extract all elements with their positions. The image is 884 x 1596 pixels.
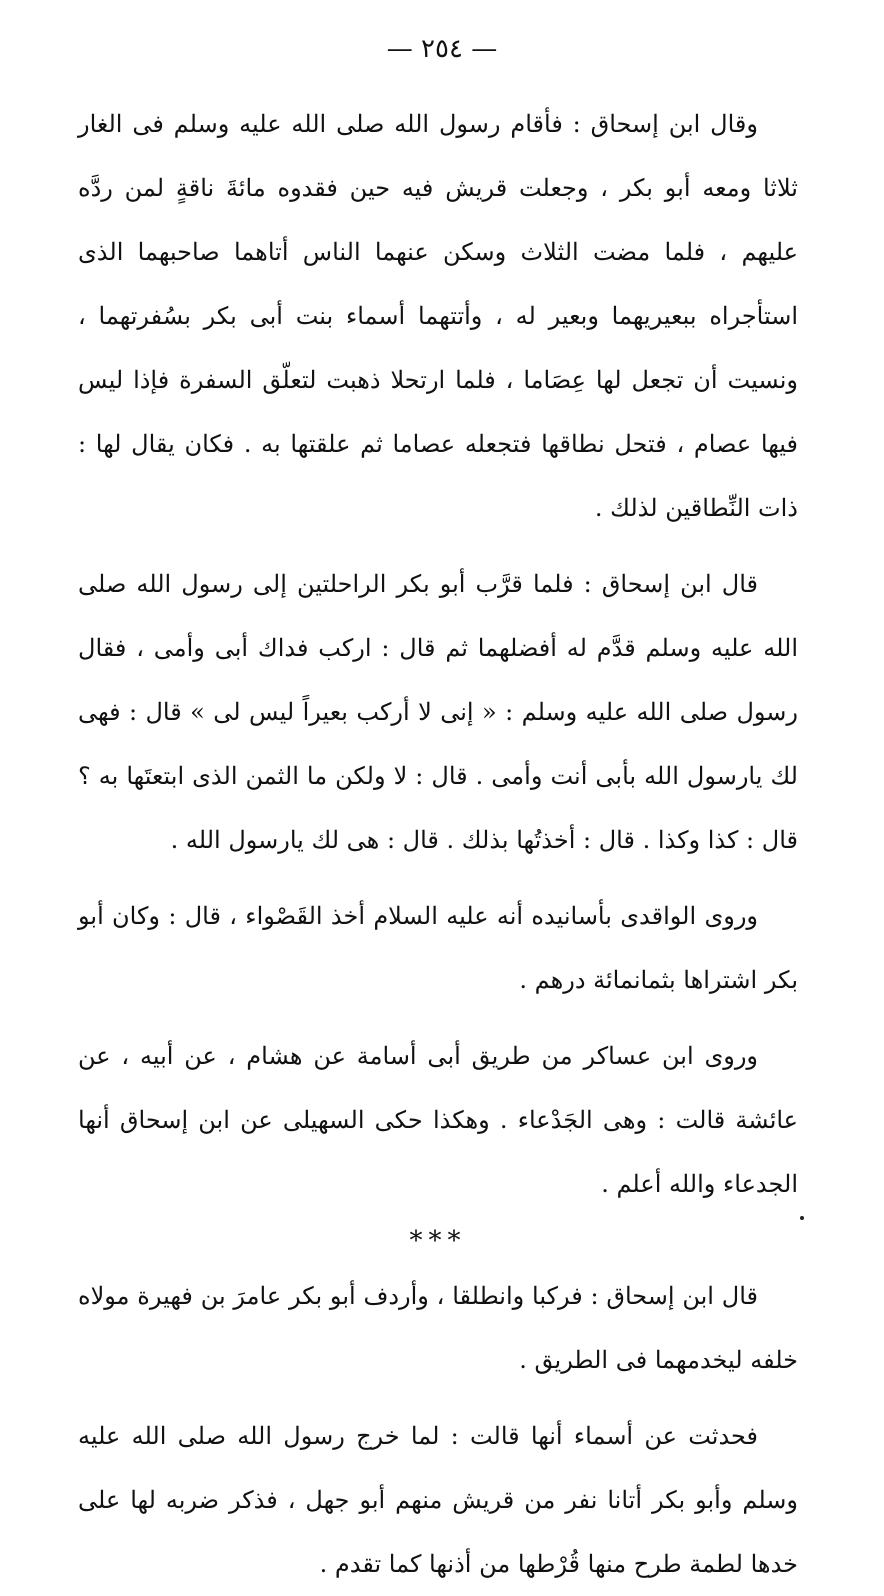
paragraph-2: قال ابن إسحاق : فلما قرَّب أبو بكر الراحلتين إلى رسول الله صلى الله عليه وسلم قدَّم له أفضلهما ثم قال : اركب فداك أبى وأمى ، فقال رسول صلى الله عليه وسلم : « إنى لا أركب بعيراً ليس لى » قال : فهى لك يارسول الله بأبى أنت وأمى . قال : لا ولكن ما الثمن الذى ابتعتَها به ؟ قال : كذا وكذا . قال : أخذتُها بذلك . قال : هى لك يارسول الله . [78,570,798,854]
page-number: — ٢٥٤ — [386,34,498,64]
section-divider: *** [409,1226,467,1256]
paragraph-5: قال ابن إسحاق : فركبا وانطلقا ، وأردف أبو بكر عامرَ بن فهيرة مولاه خلفه ليخدمهما فى الطريق . [78,1282,798,1374]
page-body [78,92,798,1596]
paragraph-1: وقال ابن إسحاق : فأقام رسول الله صلى الله عليه وسلم فى الغار ثلاثا ومعه أبو بكر ، وجعلت قريش فيه حين فقدوه مائةَ ناقةٍ لمن ردَّه عليهم ، فلما مضت الثلاث وسكن عنهما الناس أتاهما صاحبهما الذى استأجراه ببعيريهما وبعير له ، وأتتهما أسماء بنت أبى بكر بسُفرتهما ، ونسيت أن تجعل لها عِصَاما ، فلما ارتحلا ذهبت لتعلّق السفرة فإذا ليس فيها عصام ، فتحل نطاقها فتجعله عصاما ثم علقتها به . فكان يقال لها : ذات النِّطاقين لذلك . [78,110,798,522]
paragraph-6: فحدثت عن أسماء أنها قالت : لما خرج رسول الله صلى الله عليه وسلم وأبو بكر أتانا نفر من قريش منهم أبو جهل ، فذكر ضربه لها على خدها لطمة طرح منها قُرْطها من أذنها كما تقدم . [78,1422,798,1578]
margin-dot [800,1216,804,1220]
paragraph-3: وروى الواقدى بأسانيده أنه عليه السلام أخذ القَصْواء ، قال : وكان أبو بكر اشتراها بثمانمائة درهم . [78,902,798,994]
paragraph-4: وروى ابن عساكر من طريق أبى أسامة عن هشام ، عن أبيه ، عن عائشة قالت : وهى الجَدْعاء . وهكذا حكى السهيلى عن ابن إسحاق أنها الجدعاء والله أعلم . [78,1042,798,1198]
